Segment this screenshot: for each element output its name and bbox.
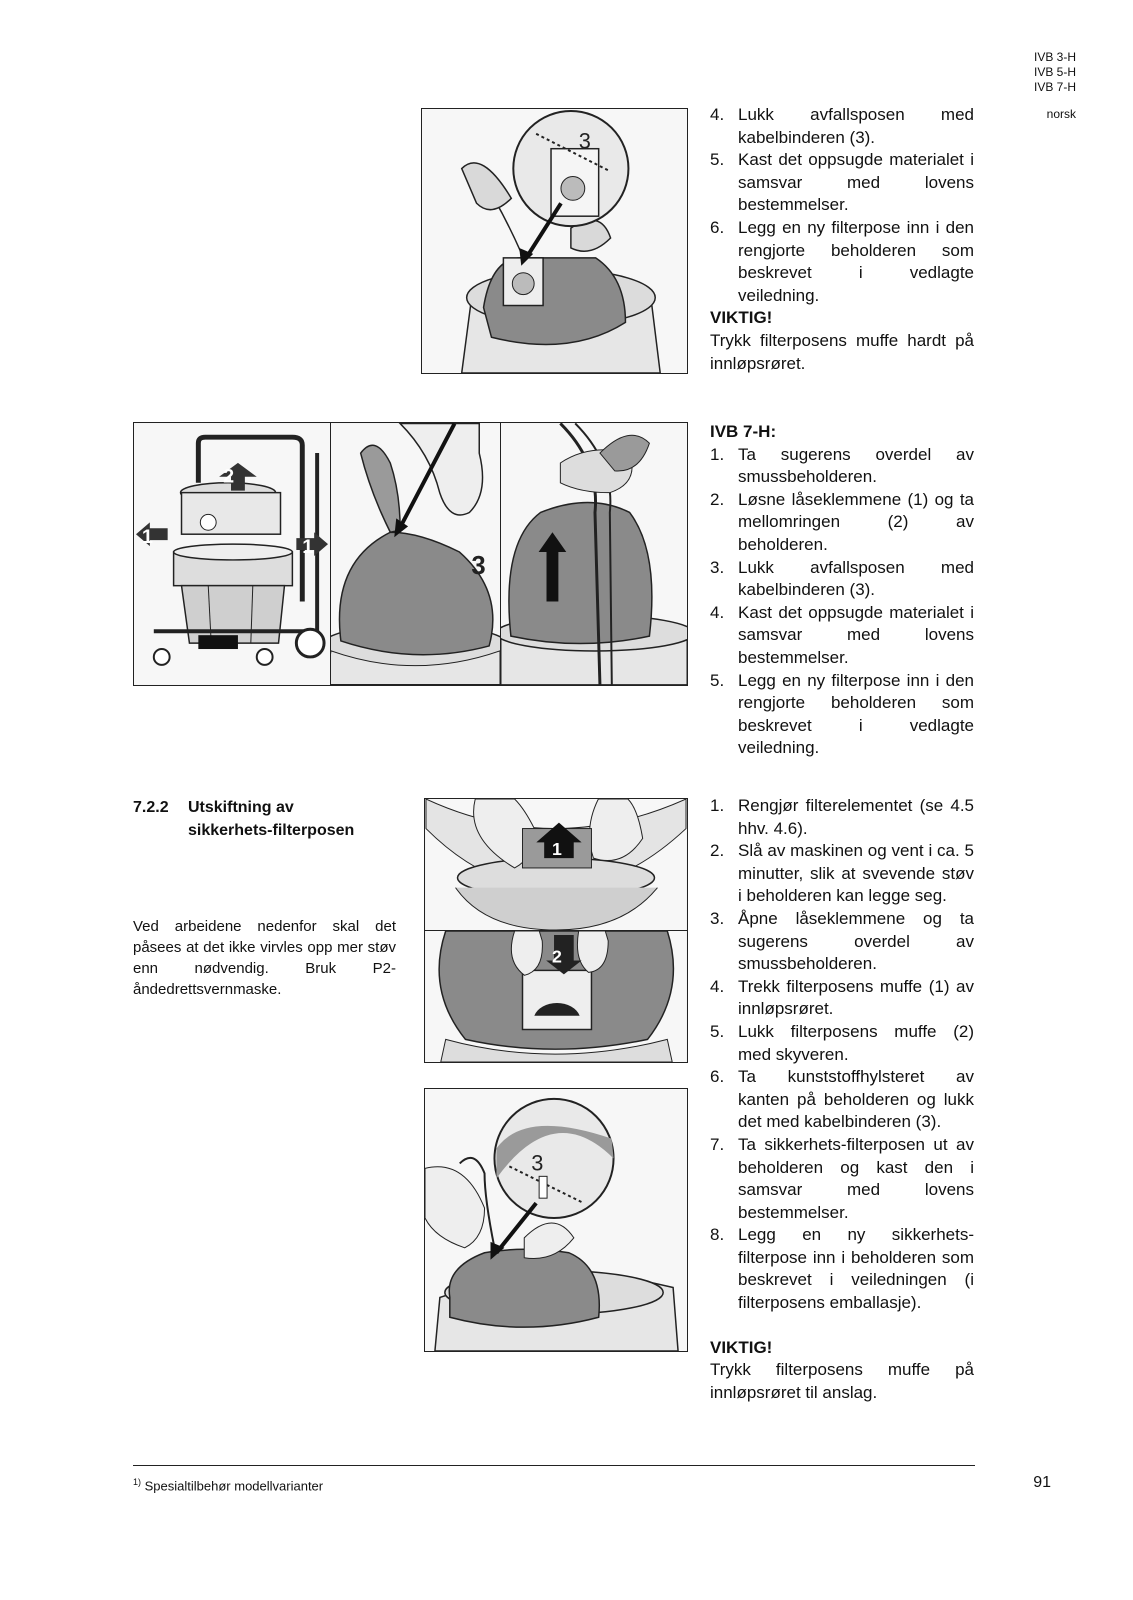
callout-number: 3 — [471, 551, 486, 580]
step-list — [710, 444, 974, 760]
tie-bag-illustration — [331, 423, 500, 685]
language-label: norsk — [1046, 107, 1076, 121]
footnote-mark: 1) — [133, 1477, 142, 1487]
section-b — [710, 421, 974, 760]
figure-pull-sleeve — [424, 798, 688, 931]
list-item: 8. Legg en ny sikkerhets-filterpose inn i beholderen som beskrevet i veiledningen (i filterposens emballasje). — [710, 1225, 974, 1313]
step-list — [710, 104, 974, 307]
callout-number: 1 — [141, 526, 153, 549]
list-item: 6. Ta kunststoffhylsteret av kanten på beholderen og lukk det med kabelbinderen (3). — [710, 1067, 974, 1132]
important-text: Trykk filterposens muffe på innløpsrøret til anslag. — [710, 1360, 974, 1402]
list-item: 5. Lukk filterposens muffe (2) med skyveren. — [710, 1021, 974, 1064]
important-label: VIKTIG! — [710, 308, 773, 328]
callout-number: 2 — [223, 465, 235, 488]
important-label: VIKTIG! — [710, 1337, 773, 1357]
list-item: 2. Slå av maskinen og vent i ca. 5 minutter, slik at svevende støv i beholderen kan legge seg. — [710, 841, 974, 906]
important-text: Trykk filterposens muffe hardt på innløpsrøret. — [710, 330, 974, 373]
list-item: 5. Legg en ny filterpose inn i den rengjorte beholderen som beskrevet i vedlagte veiledning. — [710, 670, 974, 758]
figure-lift-bag — [500, 422, 688, 686]
list-item: 4. Kast det oppsugde materialet i samsvar med lovens bestemmelser. — [710, 602, 974, 667]
list-item: 3. Lukk avfallsposen med kabelbinderen (3). — [710, 557, 974, 600]
figure-vacuum-parts — [133, 422, 331, 686]
callout-number: 1 — [552, 839, 562, 860]
list-item: 4. Lukk avfallsposen med kabelbinderen (3). — [710, 105, 974, 147]
section-c-steps — [710, 795, 974, 1404]
list-item: 1. Ta sugerens overdel av smussbeholderen. — [710, 444, 974, 487]
safety-note: Ved arbeidene nedenfor skal det påsees at det ikke virvles opp mer støv enn nødvendig. Bruk P2-åndedrettsvernmaske. — [133, 918, 396, 998]
list-item: 5. Kast det oppsugde materialet i samsvar med lovens bestemmelser. — [710, 150, 974, 215]
bag-tie-illustration — [422, 109, 687, 373]
list-item: 2. Løsne låseklemmene (1) og ta mellomringen (2) av beholderen. — [710, 489, 974, 554]
footnote — [133, 1477, 323, 1493]
list-item: 3. Åpne låseklemmene og ta sugerens overdel av smussbeholderen. — [710, 908, 974, 974]
footnote-text: Spesialtilbehør modellvarianter — [144, 1478, 324, 1494]
list-item: 7. Ta sikkerhets-filterposen ut av beholderen og kast den i samsvar med lovens bestemmelser. — [710, 1134, 974, 1222]
figure-tie-safety-bag — [424, 1088, 688, 1352]
model-label: IVB 5-H — [1033, 65, 1076, 79]
section-title: IVB 7-H: — [710, 422, 777, 441]
list-item: 4. Trekk filterposens muffe (1) av innløpsrøret. — [710, 976, 974, 1019]
section-title: Utskiftning av — [188, 799, 294, 816]
callout-number: 2 — [552, 946, 562, 967]
section-a — [710, 104, 974, 375]
callout-number: 3 — [578, 128, 591, 154]
lift-bag-illustration — [501, 423, 687, 685]
close-sleeve-illustration — [425, 931, 687, 1062]
pull-sleeve-illustration — [425, 799, 687, 930]
page-number: 91 — [1033, 1474, 1051, 1491]
tie-safety-bag-illustration — [425, 1089, 687, 1351]
callout-number: 1 — [302, 536, 314, 559]
footer-divider — [133, 1465, 975, 1466]
figure-close-bag — [421, 108, 688, 374]
model-label: IVB 7-H — [1033, 80, 1076, 94]
list-item: 1. Rengjør filterelementet (se 4.5 hhv. 4.6). — [710, 796, 974, 838]
section-title-line2: sikkerhets-filterposen — [188, 822, 355, 839]
section-number: 7.2.2 — [133, 799, 169, 816]
figure-close-sleeve — [424, 930, 688, 1063]
step-list — [710, 795, 974, 1315]
callout-number: 3 — [531, 1150, 544, 1176]
figure-tie-bag — [330, 422, 501, 686]
model-label: IVB 3-H — [1033, 50, 1076, 64]
side-header — [1034, 50, 1076, 122]
list-item: 6. Legg en ny filterpose inn i den rengjorte beholderen som beskrevet i vedlagte veiledning. — [710, 217, 974, 305]
vacuum-illustration — [134, 423, 330, 685]
section-heading — [133, 796, 354, 842]
